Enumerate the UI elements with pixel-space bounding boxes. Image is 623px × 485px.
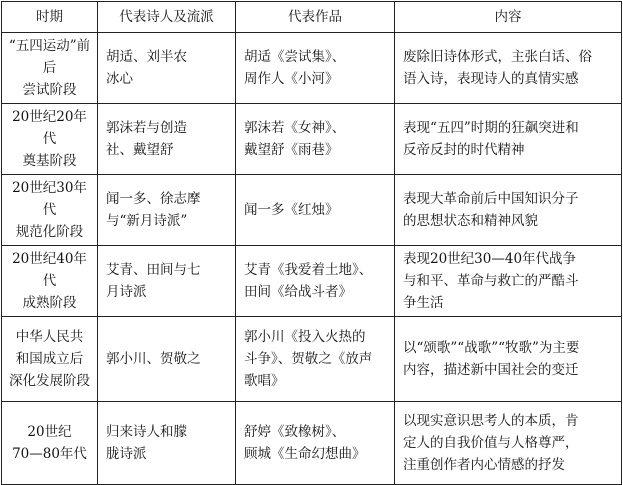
content-line: 的思想状态和精神风貌: [403, 213, 538, 229]
works-cell: [236, 104, 395, 175]
period-line: 规范化阶段: [15, 224, 84, 240]
table-row: [2, 175, 622, 246]
content-line: 内容，描述新中国社会的变迁: [403, 362, 579, 378]
works-line: 戴望舒《雨巷》: [244, 142, 339, 158]
poets-line: 胧诗派: [106, 446, 147, 462]
poets-cell: [98, 175, 236, 246]
works-cell: [236, 246, 395, 317]
content-cell: [395, 104, 622, 175]
poetry-periods-table: [1, 1, 622, 485]
content-cell: [395, 317, 622, 402]
works-line: 斗争》、贺敬之《放声: [244, 351, 373, 367]
content-line: 与和平、革命与救亡的严酷斗: [403, 273, 579, 289]
poets-line: 月诗派: [106, 284, 147, 300]
content-line: 表现大革命前后中国知识分子: [403, 191, 579, 207]
period-line: 尝试阶段: [22, 82, 77, 98]
content-line: 语入诗，表现诗人的真情实感: [403, 71, 579, 87]
header-poets: 代表诗人及流派: [98, 2, 236, 33]
content-line: 表现20世纪30—40年代战争: [403, 251, 577, 267]
period-line: 20世纪30年代: [12, 180, 87, 218]
poets-line: 胡适、刘半农: [106, 49, 187, 65]
table-row: [2, 33, 622, 104]
content-line: 以现实意识思考人的本质，肯: [403, 413, 579, 429]
period-line: 中华人民共: [15, 329, 84, 345]
poets-line: 闻一多、徐志摩: [106, 191, 201, 207]
poets-cell: [98, 104, 236, 175]
poets-line: 艾青、田间与七: [106, 262, 201, 278]
works-line: 歌唱》: [244, 373, 285, 389]
poets-cell: [98, 246, 236, 317]
table-row: [2, 317, 622, 402]
works-line: 郭沫若《女神》、: [244, 120, 346, 136]
period-cell: [2, 33, 98, 104]
poets-line: 归来诗人和朦: [106, 424, 187, 440]
works-line: 艾青《我爱着土地》、: [244, 262, 373, 278]
poetry-table-container: [1, 1, 622, 485]
works-cell: [236, 33, 395, 104]
poets-line: 与“新月诗派”: [106, 213, 188, 229]
works-line: 胡适《尝试集》、: [244, 49, 346, 65]
period-line: “五四运动”前后: [8, 38, 91, 76]
works-line: 舒婷《致橡树》、: [244, 424, 346, 440]
content-cell: [395, 33, 622, 104]
table-row: [2, 246, 622, 317]
period-line: 20世纪40年代: [12, 251, 87, 289]
works-line: 闻一多《红烛》: [244, 202, 339, 218]
content-cell: [395, 246, 622, 317]
table-row: [2, 104, 622, 175]
content-line: 以“颂歌”“战歌”“牧歌”为主要: [403, 340, 580, 356]
period-line: 和国成立后: [15, 351, 84, 367]
content-cell: [395, 402, 622, 485]
poets-cell: [98, 402, 236, 485]
period-line: 成熟阶段: [22, 295, 77, 311]
poets-cell: [98, 33, 236, 104]
header-works: 代表作品: [236, 2, 395, 33]
content-cell: [395, 175, 622, 246]
header-row: [2, 2, 622, 33]
poets-line: 郭沫若与创造: [106, 120, 187, 136]
header-content: 内容: [395, 2, 622, 33]
period-cell: [2, 175, 98, 246]
works-cell: [236, 402, 395, 485]
period-cell: [2, 317, 98, 402]
content-line: 表现“五四”时期的狂飙突进和: [403, 120, 579, 136]
poets-line: 郭小川、贺敬之: [106, 351, 201, 367]
works-line: 顾城《生命幻想曲》: [244, 446, 366, 462]
works-cell: [236, 317, 395, 402]
content-line: 定人的自我价值与人格尊严，: [403, 435, 579, 451]
period-line: 奠基阶段: [22, 153, 77, 169]
content-line: 争生活: [403, 295, 444, 311]
period-line: 20世纪20年代: [12, 109, 87, 147]
period-line: 20世纪: [27, 424, 72, 440]
poets-line: 社、戴望舒: [106, 142, 174, 158]
works-cell: [236, 175, 395, 246]
period-cell: [2, 246, 98, 317]
period-line: 70—80年代: [12, 446, 87, 462]
content-line: 反帝反封的时代精神: [403, 142, 525, 158]
header-period: 时期: [2, 2, 98, 33]
period-line: 深化发展阶段: [9, 373, 90, 389]
content-line: 废除旧诗体形式，主张白话、俗: [403, 49, 592, 65]
works-line: 田间《给战斗者》: [244, 284, 352, 300]
period-cell: [2, 104, 98, 175]
content-line: 注重创作者内心情感的抒发: [403, 457, 565, 473]
period-cell: [2, 402, 98, 485]
works-line: 郭小川《投入火热的: [244, 329, 366, 345]
poets-line: 冰心: [106, 71, 133, 87]
works-line: 周作人《小河》: [244, 71, 339, 87]
table-row: [2, 402, 622, 485]
poets-cell: [98, 317, 236, 402]
